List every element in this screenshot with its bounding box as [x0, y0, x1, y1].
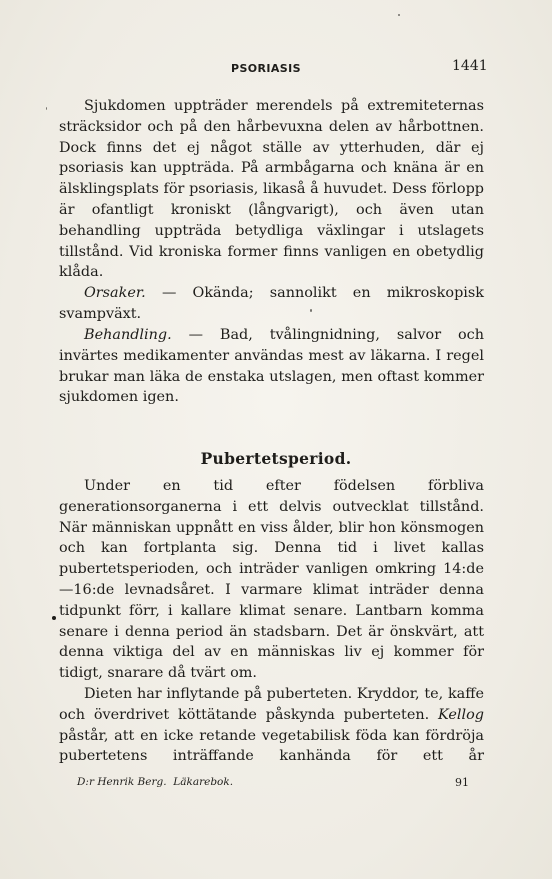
diet-text-start: Dieten har inflytande på puberteten. Kryddor, te, kaffe och överdrivet köttätande påskynda puberteten.: [59, 686, 484, 723]
margin-mark: [52, 616, 56, 620]
footer-imprint: [77, 776, 233, 788]
page-number: 1441: [452, 58, 488, 74]
treatment-text: — Bad, tvålingnidning, salvor och invärtes medikamenter användas mest av läkarna. I regel brukar man läka de enstaka utslagen, men oftast kommer sjukdomen igen.: [59, 327, 484, 406]
paragraph-puberty: Under en tid efter födelsen förbliva generationsorganerna i ett delvis outvecklat tillstånd. När människan uppnått en viss ålder, blir hon könsmogen och kan fortplanta sig. Denna tid i livet kallas pubertetsperioden, och inträder vanligen omkring 14:de—16:de levnadsåret. I varmare klimat inträder denna tidpunkt förr, i kallare klimat senare. Lantbarn komma senare i denna period än stadsbarn. Det är önskvärt, att denna viktiga del av en människas liv ej kommer för tidigt, snarare då tvärt om.: [59, 478, 484, 682]
causes-text: — Okända; sannolikt en mikroskopisk svampväxt.: [59, 285, 484, 322]
paragraph-treatment: [59, 325, 484, 408]
footer-author: D:r Henrik Berg.: [77, 776, 167, 788]
paragraph-diet: [59, 684, 484, 767]
signature-number: 91: [455, 776, 469, 789]
print-speck: [46, 107, 47, 110]
print-speck: [310, 309, 312, 312]
paragraph-symptoms: Sjukdomen uppträder merendels på extremiteternas sträcksidor och på den hårbevuxna delen av hårbottnen. Dock finns det ej något ställe av ytterhuden, där ej psoriasis kan uppträda. På armbågarna och knäna är en älsklingsplats för psoriasis, likaså å huvudet. Dess förlopp är ofantligt kroniskt (långvarigt), och även utan behandling uppträda betydliga växlingar i utslagets tillstånd. Vid kroniska former finns vanligen en obetydlig klåda.: [59, 98, 484, 281]
paragraph-causes: [59, 283, 484, 325]
running-head: PSORIASIS: [231, 62, 301, 75]
diet-text-rest: påstår, att en icke retande vegetabilisk föda kan fördröja pubertetens inträffande kanhända för ett år: [59, 727, 484, 765]
print-speck: [398, 14, 400, 16]
kellog-name: Kellog: [438, 706, 484, 723]
section-heading: Pubertetsperiod.: [200, 449, 352, 468]
footer-title: Läkarebok.: [173, 776, 234, 788]
treatment-term: Behandling.: [84, 327, 172, 343]
causes-term: Orsaker.: [84, 285, 146, 301]
